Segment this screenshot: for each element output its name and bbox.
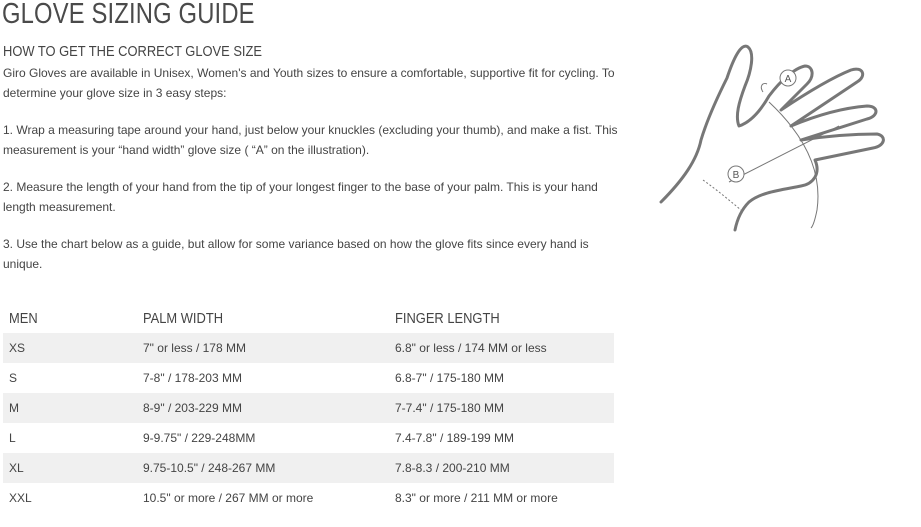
size-cell: XL xyxy=(3,453,137,483)
table-row xyxy=(3,333,614,363)
palm-width-cell: 7-8" / 178-203 MM xyxy=(143,371,242,385)
table-row xyxy=(3,453,614,483)
table-row xyxy=(3,483,614,513)
palm-width-cell: 9.75-10.5" / 248-267 MM xyxy=(137,453,389,483)
palm-width-cell: 8-9" / 203-229 MM xyxy=(137,393,389,423)
step-3-paragraph: 3. Use the chart below as a guide, but allow for some variance based on how the glove fits since every hand is unique. xyxy=(3,237,589,271)
hand-outline xyxy=(661,46,883,230)
header-palm-width: PALM WIDTH xyxy=(143,309,224,327)
table-row xyxy=(3,423,614,453)
finger-length-cell: 6.8-7" / 175-180 MM xyxy=(395,371,504,385)
step-1-paragraph: 1. Wrap a measuring tape around your hand, just below your knuckles (excluding your thumb), and make a fist. This measurement is your “hand width” glove size ( “A” on the illustration). xyxy=(3,123,618,157)
page-title: GLOVE SIZING GUIDE xyxy=(2,0,255,30)
palm-width-cell: 9-9.75" / 229-248MM xyxy=(143,431,256,445)
palm-width-cell: 10.5" or more / 267 MM or more xyxy=(143,491,314,505)
size-cell: XS xyxy=(3,333,137,363)
table-row xyxy=(3,363,614,393)
measure-line-b xyxy=(729,126,839,182)
finger-length-cell: 6.8" or less / 174 MM or less xyxy=(389,333,614,363)
label-b-text: B xyxy=(732,170,740,181)
size-cell: M xyxy=(3,393,137,423)
finger-length-cell: 8.3" or more / 211 MM or more xyxy=(395,491,558,505)
hand-measurement-illustration xyxy=(655,40,910,240)
size-cell: S xyxy=(9,371,18,385)
table-row xyxy=(3,393,614,423)
size-cell: XXL xyxy=(9,491,32,505)
label-a-text: A xyxy=(784,74,792,85)
header-finger-length: FINGER LENGTH xyxy=(395,309,500,327)
step-2-paragraph: 2. Measure the length of your hand from the tip of your longest finger to the base of your palm. This is your hand length measurement. xyxy=(3,180,598,214)
table-header-row xyxy=(3,303,614,333)
size-cell: L xyxy=(9,431,16,445)
intro-paragraph: Giro Gloves are available in Unisex, Women's and Youth sizes to ensure a comfortable, supportive fit for cycling. To determine your glove size in 3 easy steps: xyxy=(3,66,615,100)
section-heading: HOW TO GET THE CORRECT GLOVE SIZE xyxy=(3,43,263,60)
finger-length-cell: 7-7.4" / 175-180 MM xyxy=(389,393,614,423)
finger-length-cell: 7.4-7.8" / 189-199 MM xyxy=(395,431,514,445)
palm-width-cell: 7" or less / 178 MM xyxy=(137,333,389,363)
finger-length-cell: 7.8-8.3 / 200-210 MM xyxy=(389,453,614,483)
header-men: MEN xyxy=(9,309,38,327)
size-table xyxy=(3,303,614,513)
